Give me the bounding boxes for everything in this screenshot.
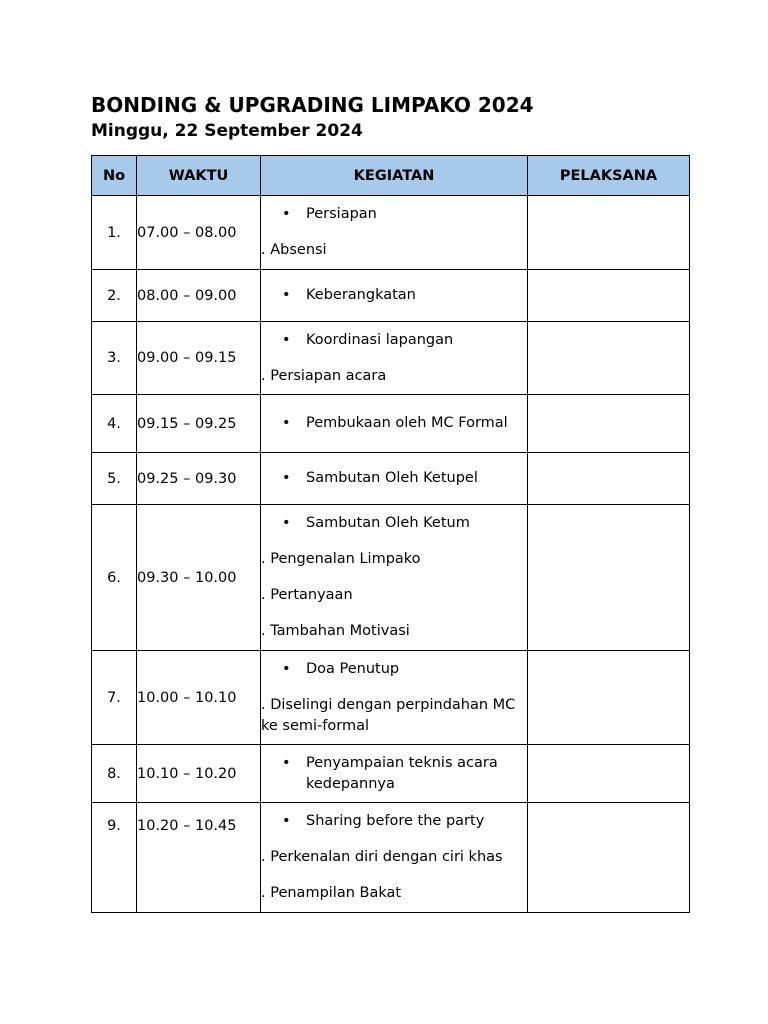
row-time: 10.00 – 10.10 <box>137 651 261 745</box>
bullet-icon: • <box>282 470 291 486</box>
header-kegiatan: KEGIATAN <box>261 156 528 196</box>
table-row <box>92 322 690 395</box>
row-pelaksana <box>528 270 690 322</box>
document-date: Minggu, 22 September 2024 <box>91 121 363 141</box>
row-number: 4. <box>92 395 137 453</box>
activity-note: . Diselingi dengan perpindahan MC ke semi-formal <box>261 696 516 734</box>
row-activity <box>261 395 528 453</box>
activity-note: . Penampilan Bakat <box>261 885 402 901</box>
bullet-icon: • <box>282 754 291 771</box>
row-number: 1. <box>92 196 137 270</box>
activity-note: . Pertanyaan <box>261 587 353 603</box>
table-row <box>92 803 690 913</box>
activity-title: Persiapan <box>306 206 377 222</box>
bullet-icon: • <box>282 515 291 531</box>
row-pelaksana <box>528 453 690 505</box>
row-activity <box>261 803 528 913</box>
activity-bullet-item <box>261 753 527 795</box>
activity-title: Keberangkatan <box>306 287 416 303</box>
bullet-icon: • <box>282 813 291 829</box>
activity-bullet-item <box>261 330 527 351</box>
activity-note: . Perkenalan diri dengan ciri khas <box>261 849 503 865</box>
row-number: 9. <box>92 803 137 913</box>
row-activity <box>261 651 528 745</box>
schedule-body <box>92 196 690 913</box>
activity-title: Koordinasi lapangan <box>306 331 454 348</box>
table-row <box>92 453 690 505</box>
row-activity <box>261 453 528 505</box>
activity-note: . Absensi <box>261 242 327 258</box>
row-number: 6. <box>92 505 137 651</box>
schedule-table <box>91 155 690 913</box>
row-time: 10.20 – 10.45 <box>137 803 261 913</box>
header-pelaksana: PELAKSANA <box>528 156 690 196</box>
activity-note: . Tambahan Motivasi <box>261 623 410 639</box>
row-number: 5. <box>92 453 137 505</box>
header-waktu: WAKTU <box>137 156 261 196</box>
activity-bullet-item <box>261 811 527 832</box>
row-activity <box>261 745 528 803</box>
table-row <box>92 395 690 453</box>
bullet-icon: • <box>282 287 291 303</box>
activity-bullet-item <box>261 468 527 489</box>
activity-note: . Persiapan acara <box>261 367 387 384</box>
row-pelaksana <box>528 651 690 745</box>
row-time: 09.30 – 10.00 <box>137 505 261 651</box>
activity-note: . Pengenalan Limpako <box>261 551 421 567</box>
document-title: BONDING & UPGRADING LIMPAKO 2024 <box>91 93 534 117</box>
document-page <box>91 92 689 901</box>
activity-bullet-item <box>261 513 527 534</box>
activity-title: Sharing before the party <box>306 813 485 829</box>
row-time: 09.00 – 09.15 <box>137 322 261 395</box>
row-number: 7. <box>92 651 137 745</box>
row-number: 3. <box>92 322 137 395</box>
activity-title: Penyampaian teknis acara kedepannya <box>306 754 498 792</box>
table-header-row <box>92 156 690 196</box>
row-activity <box>261 196 528 270</box>
table-row <box>92 196 690 270</box>
bullet-icon: • <box>282 415 291 431</box>
row-pelaksana <box>528 505 690 651</box>
activity-title: Pembukaan oleh MC Formal <box>306 415 508 431</box>
row-number: 2. <box>92 270 137 322</box>
row-pelaksana <box>528 745 690 803</box>
row-pelaksana <box>528 803 690 913</box>
row-activity <box>261 270 528 322</box>
row-time: 09.15 – 09.25 <box>137 395 261 453</box>
activity-bullet-item <box>261 413 527 434</box>
activity-title: Doa Penutup <box>306 660 400 677</box>
header-no: No <box>92 156 137 196</box>
activity-bullet-item <box>261 659 527 680</box>
table-row <box>92 505 690 651</box>
row-activity <box>261 322 528 395</box>
row-time: 08.00 – 09.00 <box>137 270 261 322</box>
activity-title: Sambutan Oleh Ketupel <box>306 470 478 486</box>
row-time: 09.25 – 09.30 <box>137 453 261 505</box>
bullet-icon: • <box>282 331 291 348</box>
bullet-icon: • <box>282 660 291 677</box>
row-time: 10.10 – 10.20 <box>137 745 261 803</box>
table-row <box>92 270 690 322</box>
table-row <box>92 745 690 803</box>
row-time: 07.00 – 08.00 <box>137 196 261 270</box>
row-activity <box>261 505 528 651</box>
row-pelaksana <box>528 196 690 270</box>
table-row <box>92 651 690 745</box>
bullet-icon: • <box>282 206 291 222</box>
activity-bullet-item <box>261 285 527 306</box>
activity-bullet-item <box>261 204 527 225</box>
row-pelaksana <box>528 322 690 395</box>
row-number: 8. <box>92 745 137 803</box>
row-pelaksana <box>528 395 690 453</box>
activity-title: Sambutan Oleh Ketum <box>306 515 470 531</box>
